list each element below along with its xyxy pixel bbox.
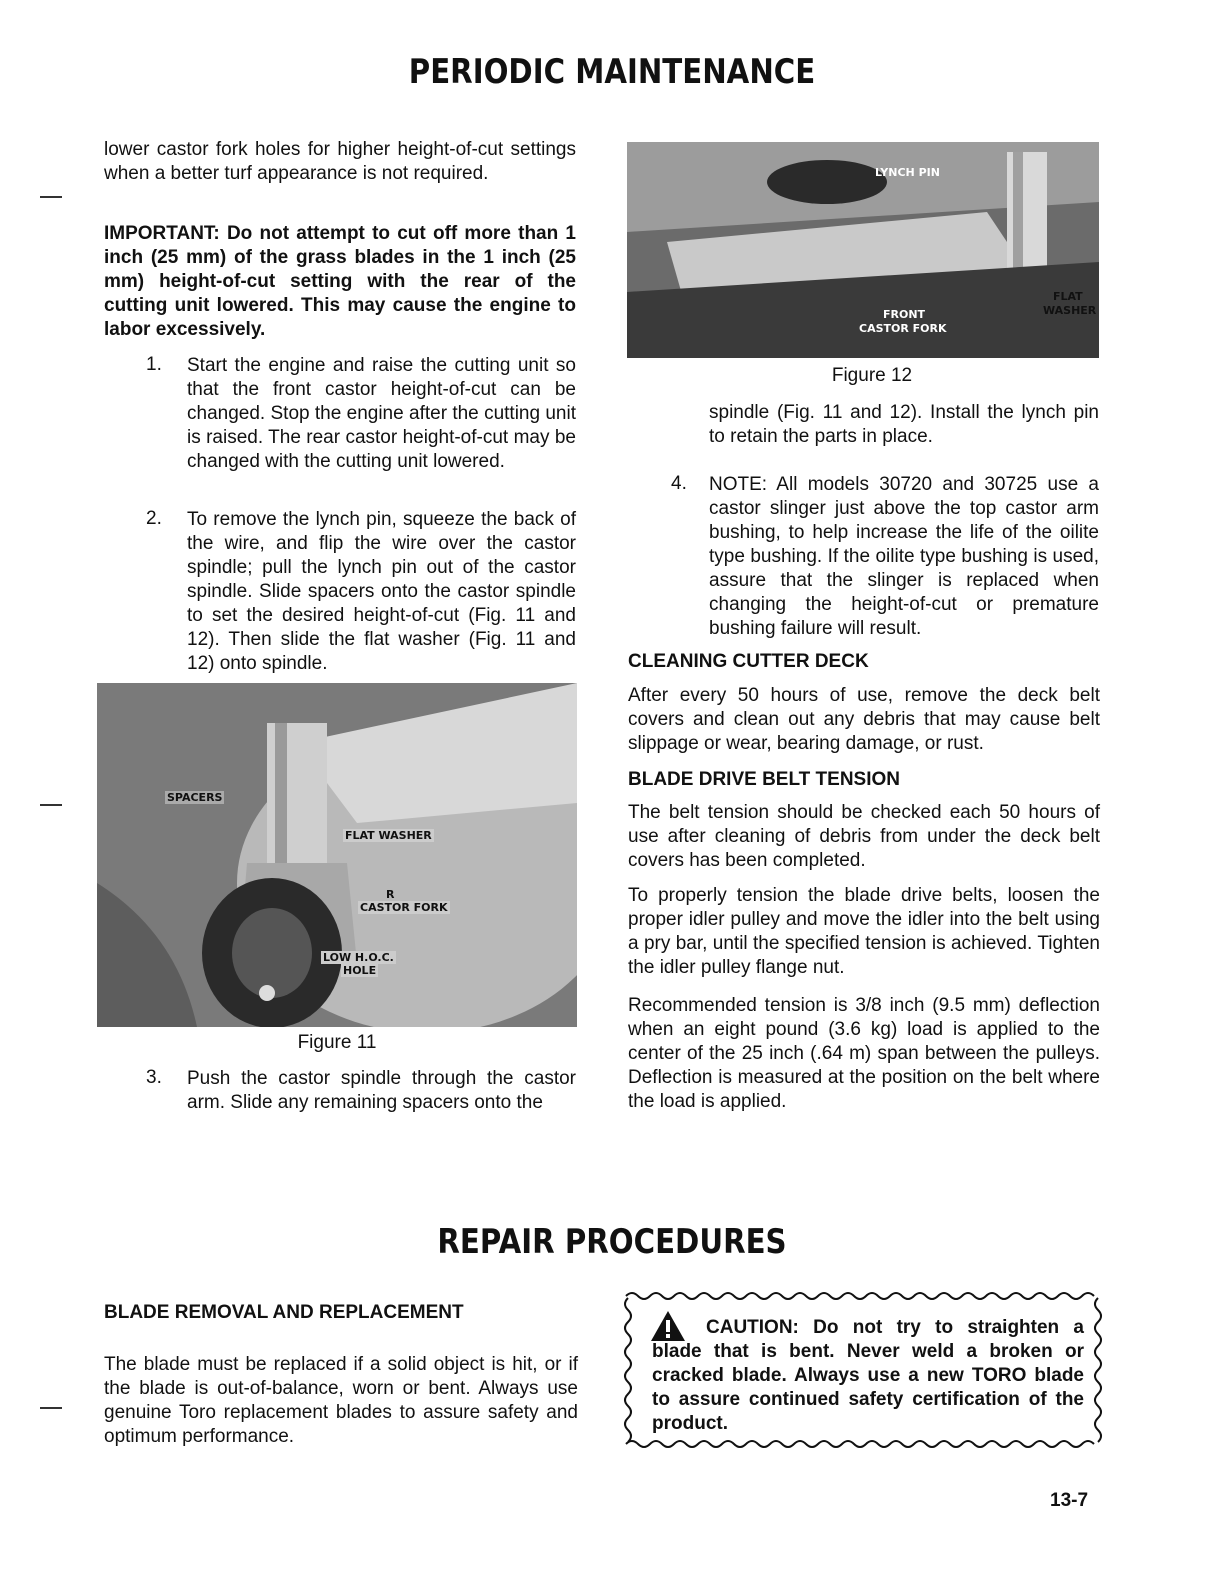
intro-paragraph: lower castor fork holes for higher height-of-cut settings when a better turf appearance is not required.: [104, 139, 576, 184]
belt-tension-paragraph-2: To properly tension the blade drive belts, loosen the proper idler pulley and move the idler into the belt using a pry bar, until the specified tension is achieved. Tighten the idler pulley flange nut.: [628, 885, 1100, 978]
label-castor-fork: CASTOR FORK: [859, 322, 947, 335]
step-number: 4.: [671, 473, 687, 494]
step-number: 1.: [146, 354, 162, 375]
belt-tension-paragraph-3: Recommended tension is 3/8 inch (9.5 mm) deflection when an eight pound (3.6 kg) load is applied to the center of the 25 inch (.64 m) span between the pulleys. Deflection is measured at the position on the belt where the load is applied.: [628, 995, 1100, 1112]
label-castor-fork-prefix: R: [386, 888, 395, 901]
step-number: 3.: [146, 1067, 162, 1088]
label-washer: WASHER: [1043, 304, 1097, 317]
step-1-text: Start the engine and raise the cutting unit so that the front castor height-of-cut can be changed. Stop the engine after the cutting unit is raised. The rear castor height-of-cut may be changed with the cutting unit lowered.: [187, 355, 576, 472]
page-title: PERIODIC MAINTENANCE: [408, 52, 816, 92]
margin-mark: [40, 1407, 62, 1409]
figure-12-caption: Figure 12: [831, 365, 913, 386]
label-lynch-pin: LYNCH PIN: [875, 166, 940, 179]
cleaning-heading: CLEANING CUTTER DECK: [628, 651, 869, 672]
margin-mark: [40, 804, 62, 806]
blade-removal-paragraph: The blade must be replaced if a solid object is hit, or if the blade is out-of-balance, worn or bent. Always use genuine Toro replacement blades to assure safety and optimum performance.: [104, 1354, 578, 1447]
section-title: REPAIR PROCEDURES: [437, 1222, 787, 1262]
caution-box: [622, 1290, 1104, 1450]
castor-wheel-illustration: [97, 683, 577, 1027]
figure-12-photo: [627, 142, 1099, 358]
margin-mark: [40, 196, 62, 198]
label-flat: FLAT: [1053, 290, 1083, 303]
step-4-text: NOTE: All models 30720 and 30725 use a castor slinger just above the top castor arm bushing, to help increase the life of the oilite type bushing. If the oilite type bushing is used, assure that the slinger is replaced when changing the height-of-cut or premature bushing failure will result.: [709, 474, 1099, 639]
step-3-continuation: spindle (Fig. 11 and 12). Install the lynch pin to retain the parts in place.: [709, 402, 1099, 447]
caution-label: CAUTION:: [706, 1317, 799, 1338]
figure-11-caption: Figure 11: [297, 1032, 377, 1053]
blade-removal-heading: BLADE REMOVAL AND REPLACEMENT: [104, 1302, 464, 1323]
label-hole: HOLE: [343, 964, 377, 977]
belt-tension-paragraph-1: The belt tension should be checked each 50 hours of use after cleaning of debris from under the deck belt covers has been completed.: [628, 802, 1100, 871]
step-number: 2.: [146, 508, 162, 529]
figure-11-photo: [97, 683, 577, 1027]
step-2-text: To remove the lynch pin, squeeze the back of the wire, and flip the wire over the castor spindle; pull the lynch pin out of the castor spindle. Slide spacers onto the castor spindle to set the desired height-of-cut (Fig. 11 and 12). Then slide the flat washer (Fig. 11 and 12) onto spindle.: [187, 509, 576, 674]
step-3-text: Push the castor spindle through the castor arm. Slide any remaining spacers onto the: [187, 1068, 576, 1113]
caution-text: [652, 1316, 1084, 1436]
caution-message: Do not try to straighten a blade that is bent. Never weld a broken or cracked blade. Always use a new TORO blade to assure continued safety certification of the product.: [652, 1317, 1085, 1434]
label-flat-washer: FLAT WASHER: [345, 829, 432, 842]
belt-tension-heading: BLADE DRIVE BELT TENSION: [628, 769, 900, 790]
cleaning-paragraph: After every 50 hours of use, remove the deck belt covers and clean out any debris that may cause belt slippage or wear, bearing damage, or rust.: [628, 685, 1100, 754]
important-note: IMPORTANT: Do not attempt to cut off more than 1 inch (25 mm) of the grass blades in the 1 inch (25 mm) height-of-cut setting with the rear of the cutting unit lowered. This may cause the engine to labor excessively.: [104, 223, 576, 340]
page-number: 13-7: [1050, 1490, 1089, 1511]
label-front: FRONT: [883, 308, 926, 321]
label-low-hoc: LOW H.O.C.: [323, 951, 394, 964]
label-spacers: SPACERS: [167, 791, 223, 804]
label-castor-fork: CASTOR FORK: [360, 901, 448, 914]
